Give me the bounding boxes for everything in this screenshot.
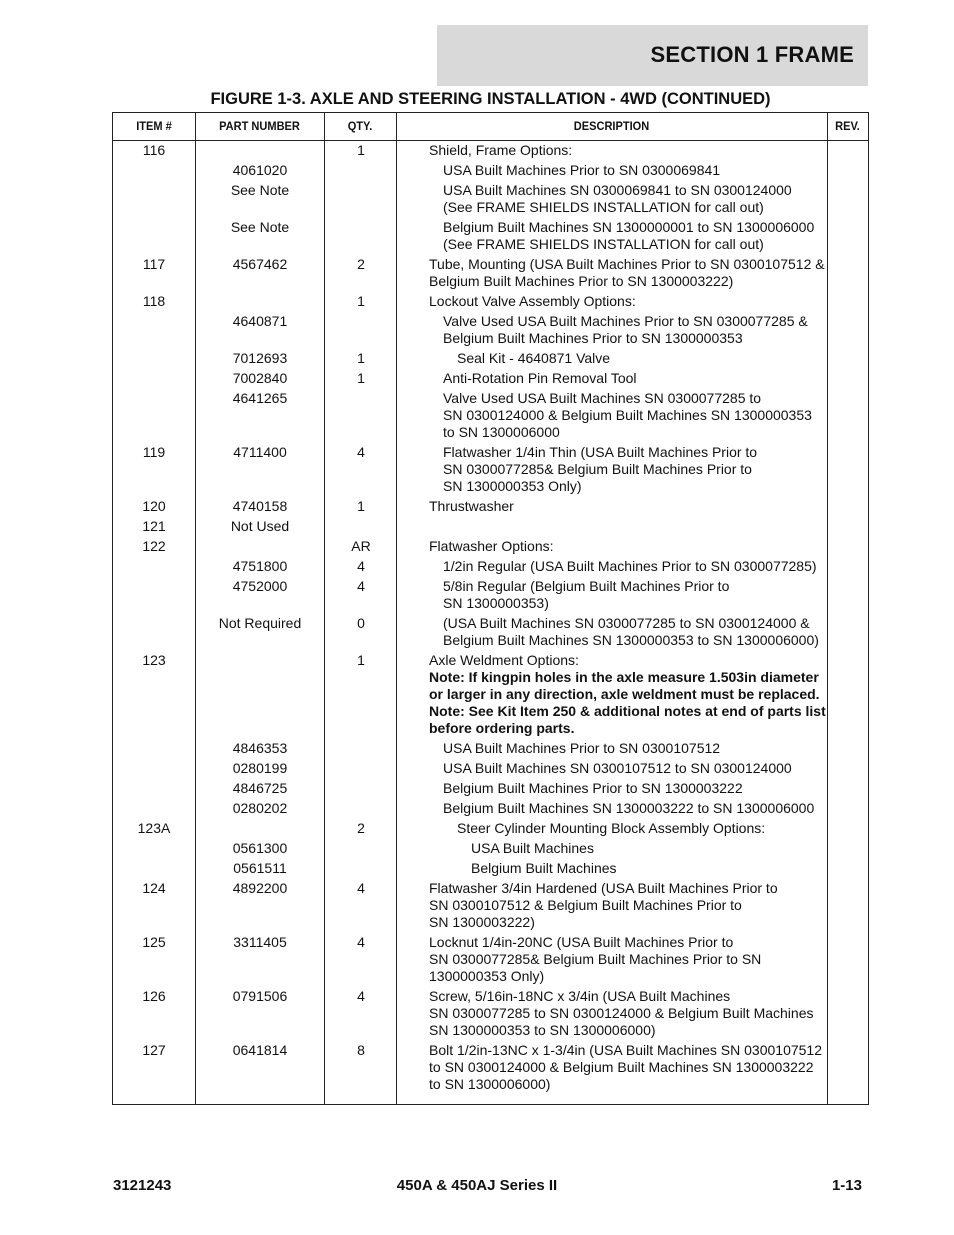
item-number: 117	[142, 256, 166, 272]
quantity: 0	[357, 615, 365, 631]
description	[429, 538, 829, 555]
description-line: USA Built Machines Prior to SN 0300069841	[443, 162, 721, 178]
description	[457, 350, 857, 367]
figure-title: FIGURE 1-3. AXLE AND STEERING INSTALLATION - 4WD (CONTINUED)	[210, 90, 771, 108]
description-note-line: Note: See Kit Item 250 & additional notes at end of parts list	[429, 703, 826, 719]
description-line: SN 1300000353 Only)	[443, 478, 582, 494]
description-line: Flatwasher Options:	[429, 538, 554, 554]
part-number: 4061020	[232, 162, 288, 178]
part-number: 4846353	[232, 740, 288, 756]
part-number: 4711400	[233, 444, 287, 460]
description-line: (See FRAME SHIELDS INSTALLATION for call out)	[443, 236, 764, 252]
part-number: 7012693	[232, 350, 288, 366]
description	[443, 390, 843, 441]
description-line: 1300000353 Only)	[429, 968, 545, 984]
description-line: SN 0300107512 & Belgium Built Machines Prior to	[429, 897, 742, 913]
quantity: AR	[351, 538, 371, 554]
part-number: See Note	[230, 182, 290, 198]
description-line: Valve Used USA Built Machines Prior to SN 0300077285 &	[443, 313, 808, 329]
description-note-line: or larger in any direction, axle weldment must be replaced.	[429, 686, 820, 702]
description-line: SN 0300077285& Belgium Built Machines Prior to SN	[429, 951, 762, 967]
description-line: Flatwasher 3/4in Hardened (USA Built Machines Prior to	[429, 880, 778, 896]
description-line: Belgium Built Machines SN 1300003222 to SN 1300006000	[443, 800, 815, 816]
description	[443, 182, 843, 216]
col-header-qty: QTY.	[347, 119, 373, 133]
description-line: Anti-Rotation Pin Removal Tool	[443, 370, 637, 386]
description-line: SN 1300000353 to SN 1300006000)	[429, 1022, 656, 1038]
quantity: 8	[357, 1042, 365, 1058]
quantity: 1	[357, 293, 365, 309]
description	[429, 934, 829, 985]
description-line: Screw, 5/16in-18NC x 3/4in (USA Built Machines	[429, 988, 731, 1004]
description-line: Locknut 1/4in-20NC (USA Built Machines Prior to	[429, 934, 734, 950]
description-line: Shield, Frame Options:	[429, 142, 573, 158]
description-line: Flatwasher 1/4in Thin (USA Built Machines Prior to	[443, 444, 758, 460]
item-number: 120	[142, 498, 166, 514]
quantity: 4	[357, 444, 365, 460]
description-line: Thrustwasher	[429, 498, 514, 514]
description	[429, 142, 829, 159]
description-line: Lockout Valve Assembly Options:	[429, 293, 636, 309]
item-number: 122	[142, 538, 166, 554]
description	[429, 652, 829, 737]
part-number: 4567462	[232, 256, 288, 272]
part-number: 0561511	[233, 860, 287, 876]
doc-number: 3121243	[113, 1177, 172, 1194]
part-number: 7002840	[232, 370, 288, 386]
quantity: 1	[357, 498, 365, 514]
description-line: Axle Weldment Options:	[429, 652, 579, 668]
item-number: 127	[142, 1042, 166, 1058]
description	[443, 219, 843, 253]
description-line: SN 0300124000 & Belgium Built Machines SN 1300000353	[443, 407, 812, 423]
description-line: USA Built Machines	[471, 840, 594, 856]
description	[443, 800, 843, 817]
quantity: 2	[357, 820, 365, 836]
item-number: 118	[142, 293, 166, 309]
col-header-item: ITEM #	[136, 119, 172, 133]
col-header-rev: REV.	[835, 119, 860, 133]
description-line: Belgium Built Machines Prior to SN 1300003222)	[429, 273, 734, 289]
quantity: 1	[357, 370, 365, 386]
description	[443, 615, 843, 649]
part-number: Not Used	[230, 518, 290, 534]
description-line: SN 1300003222)	[429, 914, 535, 930]
description	[471, 860, 871, 877]
description-line: 1/2in Regular (USA Built Machines Prior to SN 0300077285)	[443, 558, 817, 574]
part-number: 4740158	[232, 498, 288, 514]
col-header-description: DESCRIPTION	[573, 119, 650, 133]
quantity: 1	[357, 350, 365, 366]
part-number: 4752000	[232, 578, 288, 594]
description	[429, 498, 829, 515]
description-line: (USA Built Machines SN 0300077285 to SN 0300124000 &	[443, 615, 810, 631]
description-note-line: before ordering parts.	[429, 720, 575, 736]
description	[471, 840, 871, 857]
description-line: SN 0300077285& Belgium Built Machines Prior to	[443, 461, 752, 477]
part-number: 3311405	[233, 934, 287, 950]
part-number: 4751800	[232, 558, 288, 574]
quantity: 2	[357, 256, 365, 272]
quantity: 1	[357, 142, 365, 158]
section-header-bar	[437, 25, 868, 86]
quantity: 4	[357, 558, 365, 574]
col-header-part-number: PART NUMBER	[219, 119, 300, 133]
description-line: Belgium Built Machines SN 1300000001 to SN 1300006000	[443, 219, 815, 235]
description-line: USA Built Machines SN 0300069841 to SN 0300124000	[443, 182, 792, 198]
description-line: Steer Cylinder Mounting Block Assembly Options:	[457, 820, 766, 836]
item-number: 126	[142, 988, 166, 1004]
description	[443, 370, 843, 387]
description-line: USA Built Machines SN 0300107512 to SN 0300124000	[443, 760, 792, 776]
part-number: 4641265	[232, 390, 288, 406]
description-line: Tube, Mounting (USA Built Machines Prior to SN 0300107512 &	[429, 256, 825, 272]
item-number: 123A	[137, 820, 171, 836]
description-line: to SN 1300006000	[443, 424, 560, 440]
description	[429, 880, 829, 931]
description-line: Belgium Built Machines Prior to SN 1300000353	[443, 330, 743, 346]
part-number: 0561300	[232, 840, 288, 856]
part-number: 4846725	[232, 780, 288, 796]
description	[429, 988, 829, 1039]
parts-table	[112, 112, 869, 1105]
part-number: 4892200	[232, 880, 288, 896]
item-number: 124	[142, 880, 166, 896]
item-number: 123	[142, 652, 166, 668]
description-line: Belgium Built Machines Prior to SN 1300003222	[443, 780, 743, 796]
description-line: USA Built Machines Prior to SN 0300107512	[443, 740, 721, 756]
description-line: to SN 0300124000 & Belgium Built Machines SN 1300003222	[429, 1059, 814, 1075]
description	[443, 558, 843, 575]
quantity: 4	[357, 988, 365, 1004]
part-number: See Note	[230, 219, 290, 235]
description-line: SN 0300077285 to SN 0300124000 & Belgium Built Machines	[429, 1005, 814, 1021]
item-number: 116	[142, 142, 166, 158]
description-line: Seal Kit - 4640871 Valve	[457, 350, 611, 366]
description-line: Belgium Built Machines	[471, 860, 617, 876]
quantity: 4	[357, 934, 365, 950]
description	[457, 820, 857, 837]
quantity: 1	[357, 652, 365, 668]
quantity: 4	[357, 880, 365, 896]
description-line: to SN 1300006000)	[429, 1076, 551, 1092]
description-line: Belgium Built Machines SN 1300000353 to SN 1300006000)	[443, 632, 819, 648]
description	[443, 578, 843, 612]
description	[443, 444, 843, 495]
part-number: 0280199	[232, 760, 288, 776]
header-divider	[113, 140, 868, 141]
part-number: 0641814	[232, 1042, 288, 1058]
description-line: 5/8in Regular (Belgium Built Machines Prior to	[443, 578, 730, 594]
description-note-line: Note: If kingpin holes in the axle measure 1.503in diameter	[429, 669, 819, 685]
description	[443, 313, 843, 347]
part-number: 4640871	[232, 313, 288, 329]
description	[443, 740, 843, 757]
description-line: Bolt 1/2in-13NC x 1-3/4in (USA Built Machines SN 0300107512	[429, 1042, 822, 1058]
item-number: 119	[142, 444, 166, 460]
item-number: 121	[142, 518, 166, 534]
part-number: 0791506	[232, 988, 288, 1004]
description	[443, 760, 843, 777]
description-line: SN 1300000353)	[443, 595, 549, 611]
description	[443, 162, 843, 179]
section-title: SECTION 1 FRAME	[650, 42, 854, 67]
quantity: 4	[357, 578, 365, 594]
description	[443, 780, 843, 797]
item-number: 125	[142, 934, 166, 950]
part-number: 0280202	[232, 800, 288, 816]
page-number: 1-13	[831, 1177, 862, 1194]
description	[429, 256, 829, 290]
model-name: 450A & 450AJ Series II	[396, 1177, 558, 1194]
description	[429, 293, 829, 310]
description-line: Valve Used USA Built Machines SN 0300077285 to	[443, 390, 762, 406]
description-line: (See FRAME SHIELDS INSTALLATION for call out)	[443, 199, 764, 215]
description	[429, 1042, 829, 1093]
part-number: Not Required	[218, 615, 302, 631]
